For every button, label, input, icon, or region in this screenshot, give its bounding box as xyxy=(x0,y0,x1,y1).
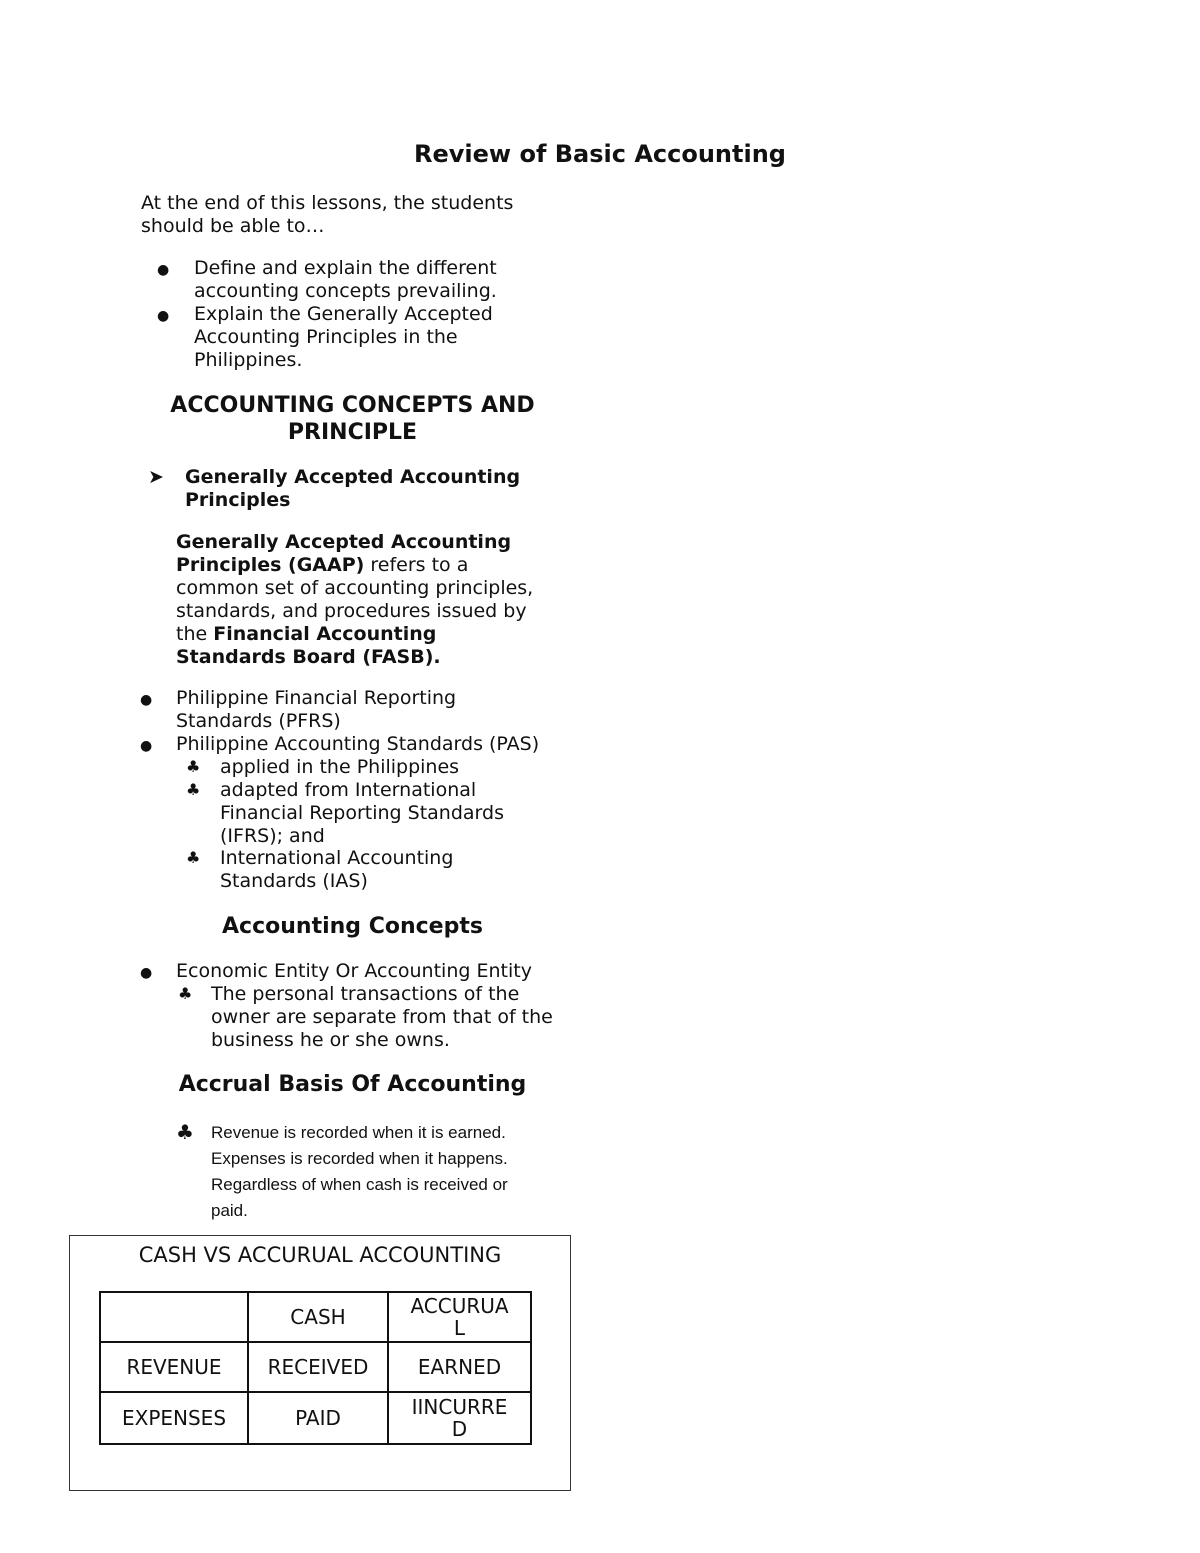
section-heading-line: PRINCIPLE xyxy=(287,420,418,445)
pas-sub-line: (IFRS); and xyxy=(220,825,325,847)
pas-sub-line: adapted from International xyxy=(220,779,477,801)
section-heading xyxy=(120,392,585,446)
intro-text xyxy=(141,192,513,238)
bullet-icon: ● xyxy=(140,738,153,754)
intro-line: should be able to… xyxy=(141,215,325,237)
accrual-line: paid. xyxy=(211,1201,248,1220)
objective-item xyxy=(194,303,493,372)
standard-item xyxy=(176,733,539,756)
table-row xyxy=(100,1342,531,1392)
pas-sub-item xyxy=(220,847,453,893)
gaap-def-line: Standards Board (FASB). xyxy=(176,646,441,668)
objective-line: Define and explain the different xyxy=(194,257,497,279)
fasb-term: Financial Accounting xyxy=(213,623,437,645)
club-bullet-icon: ♣ xyxy=(178,984,193,1003)
table-cell: EXPENSES xyxy=(100,1392,248,1444)
pas-sub-line: applied in the Philippines xyxy=(220,756,460,778)
bullet-icon: ● xyxy=(157,308,170,324)
gaap-heading-line: Generally Accepted Accounting xyxy=(185,466,521,488)
bullet-icon: ● xyxy=(140,965,153,981)
table-cell xyxy=(100,1292,248,1342)
standard-item xyxy=(176,687,456,733)
pas-sub-line: Financial Reporting Standards xyxy=(220,802,504,824)
gaap-def-line: common set of accounting principles, xyxy=(176,577,534,599)
gaap-term: Principles (GAAP) xyxy=(176,554,365,576)
section-heading-line: ACCOUNTING CONCEPTS AND xyxy=(170,393,535,418)
gaap-def-line: standards, and procedures issued by xyxy=(176,600,527,622)
table-cell xyxy=(388,1292,531,1342)
arrow-bullet-icon: ➤ xyxy=(148,466,164,488)
accrual-line: Expenses is recorded when it happens. xyxy=(211,1149,508,1168)
gaap-definition xyxy=(176,531,533,669)
table-row xyxy=(100,1292,531,1342)
table-cell: REVENUE xyxy=(100,1342,248,1392)
intro-line: At the end of this lessons, the students xyxy=(141,192,514,214)
gaap-heading xyxy=(185,466,520,512)
pas-sub-line: International Accounting xyxy=(220,847,454,869)
objective-item xyxy=(194,257,497,303)
gaap-def-line xyxy=(176,623,533,646)
entity-line: owner are separate from that of the xyxy=(211,1006,553,1028)
entity-label: Economic Entity Or Accounting Entity xyxy=(176,960,532,982)
cell-line: L xyxy=(453,1316,466,1340)
standard-line: Standards (PFRS) xyxy=(176,710,341,732)
pas-sub-line: Standards (IAS) xyxy=(220,870,368,892)
standard-line: Philippine Accounting Standards (PAS) xyxy=(176,733,540,755)
table-cell: CASH xyxy=(248,1292,388,1342)
cell-line: ACCURUA xyxy=(410,1294,509,1318)
gaap-def-line xyxy=(176,554,533,577)
objective-line: accounting concepts prevailing. xyxy=(194,280,497,302)
table-cell: EARNED xyxy=(388,1342,531,1392)
page-title: Review of Basic Accounting xyxy=(414,140,786,168)
gaap-def-text: refers to a xyxy=(364,554,469,576)
comparison-table xyxy=(99,1291,532,1445)
accrual-line: Regardless of when cash is received or xyxy=(211,1175,508,1194)
club-bullet-icon: ♣ xyxy=(186,848,201,867)
accrual-description xyxy=(211,1120,508,1224)
accrual-heading: Accrual Basis Of Accounting xyxy=(178,1072,527,1097)
bullet-icon: ● xyxy=(140,692,153,708)
cell-line: D xyxy=(451,1417,468,1441)
entity-line: The personal transactions of the xyxy=(211,983,520,1005)
objective-line: Accounting Principles in the xyxy=(194,326,458,348)
pas-sub-item xyxy=(220,779,504,848)
table-cell xyxy=(388,1392,531,1444)
comparison-title: CASH VS ACCURUAL ACCOUNTING xyxy=(138,1243,502,1267)
table-cell: RECEIVED xyxy=(248,1342,388,1392)
table-cell: PAID xyxy=(248,1392,388,1444)
accrual-line: Revenue is recorded when it is earned. xyxy=(211,1123,506,1142)
club-bullet-icon: ♣ xyxy=(186,780,201,799)
standard-line: Philippine Financial Reporting xyxy=(176,687,457,709)
pas-sub-item xyxy=(220,756,459,779)
objective-line: Explain the Generally Accepted xyxy=(194,303,493,325)
gaap-heading-line: Principles xyxy=(185,489,291,511)
entity-description xyxy=(211,983,553,1052)
club-bullet-icon: ♣ xyxy=(176,1120,194,1144)
concepts-heading: Accounting Concepts xyxy=(222,914,483,939)
entity-line: business he or she owns. xyxy=(211,1029,450,1051)
bullet-icon: ● xyxy=(157,262,170,278)
table-row xyxy=(100,1392,531,1444)
cell-line: IINCURRE xyxy=(411,1395,508,1419)
gaap-def-line: Generally Accepted Accounting xyxy=(176,531,512,553)
gaap-def-text: the xyxy=(176,623,214,645)
club-bullet-icon: ♣ xyxy=(186,757,201,776)
objective-line: Philippines. xyxy=(194,349,303,371)
